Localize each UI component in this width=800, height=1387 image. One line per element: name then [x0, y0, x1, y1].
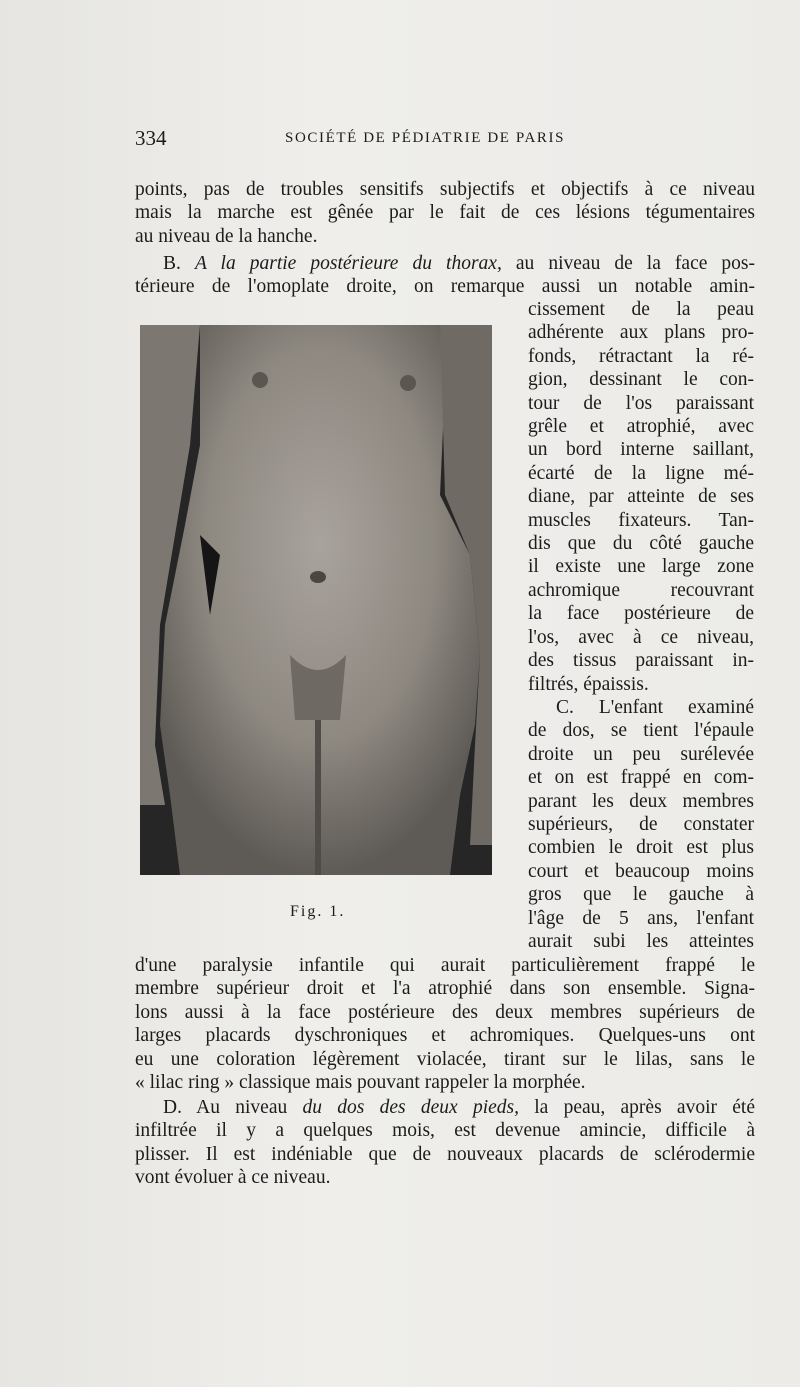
text-line: térieure de l'omoplate droite, on remarque aussi un notable amin-: [135, 276, 755, 298]
text-line: mais la marche est gênée par le fait de ces lésions tégumentaires: [135, 202, 755, 224]
text-line: adhérente aux plans pro-: [528, 322, 754, 344]
photo-illustration: [140, 325, 492, 875]
text-line: combien le droit est plus: [528, 837, 754, 859]
text-line: aurait subi les atteintes: [528, 930, 754, 952]
text-line: gion, dessinant le con-: [528, 369, 754, 391]
page-header: [135, 126, 755, 156]
italic-phrase: du dos des deux pieds,: [302, 1097, 519, 1118]
text-line: C. L'enfant examiné: [556, 696, 754, 718]
text-line: vont évoluer à ce niveau.: [135, 1167, 331, 1189]
text-fragment: au niveau de la face pos-: [515, 253, 756, 274]
text-line: droite un peu surélevée: [528, 743, 754, 765]
wrapped-text-column: [528, 298, 754, 953]
paragraph-label: D.: [163, 1097, 182, 1118]
text-line: et on est frappé en com-: [528, 767, 754, 789]
text-line: de dos, se tient l'épaule: [528, 720, 754, 742]
figure-caption: Fig. 1.: [290, 903, 346, 920]
text-line: grêle et atrophié, avec: [528, 416, 754, 438]
page-number: 334: [135, 126, 167, 150]
text-fragment: Au niveau: [196, 1097, 288, 1118]
text-line: tour de l'os paraissant: [528, 392, 754, 414]
text-fragment: la peau, après avoir été: [534, 1097, 755, 1118]
paragraph-label: B.: [163, 253, 181, 274]
text-line: « lilac ring » classique mais pouvant rappeler la morphée.: [135, 1072, 586, 1094]
text-line: lons aussi à la face postérieure des deux membres supérieurs de: [135, 1001, 755, 1023]
text-line: cissement de la peau: [528, 299, 754, 320]
text-line: infiltrée il y a quelques mois, est devenue amincie, difficile à: [135, 1120, 755, 1142]
text-line: [135, 1096, 755, 1119]
text-line: eu une coloration légèrement violacée, tirant sur le lilas, sans le: [135, 1048, 755, 1070]
text-line: plisser. Il est indéniable que de nouveaux placards de sclérodermie: [135, 1143, 755, 1165]
text-line: un bord interne saillant,: [528, 439, 754, 461]
continuation-paragraph: [135, 954, 755, 1094]
running-title: SOCIÉTÉ DE PÉDIATRIE DE PARIS: [285, 130, 566, 146]
paragraph-b: [135, 252, 755, 299]
text-line: écarté de la ligne mé-: [528, 462, 754, 484]
text-line: points, pas de troubles sensitifs subjectifs et objectifs à ce niveau: [135, 179, 755, 200]
text-line: dis que du côté gauche: [528, 533, 754, 555]
text-line: au niveau de la hanche.: [135, 225, 318, 247]
figure-photograph: [140, 325, 492, 875]
text-line: gros que le gauche à: [528, 884, 754, 906]
text-line: il existe une large zone: [528, 556, 754, 578]
text-line: filtrés, épaissis.: [528, 673, 649, 695]
text-line: parant les deux membres: [528, 790, 754, 812]
text-line: [135, 252, 755, 275]
text-line: court et beaucoup moins: [528, 860, 754, 882]
text-line: des tissus paraissant in-: [528, 650, 754, 672]
italic-phrase: A la partie postérieure du thorax,: [194, 253, 502, 274]
text-line: l'âge de 5 ans, l'enfant: [528, 907, 754, 929]
text-line: diane, par atteinte de ses: [528, 486, 754, 508]
text-line: achromique recouvrant: [528, 579, 754, 601]
text-line: d'une paralysie infantile qui aurait particulièrement frappé le: [135, 955, 755, 976]
paragraph-d: [135, 1096, 755, 1190]
text-line: la face postérieure de: [528, 603, 754, 625]
text-line: fonds, rétractant la ré-: [528, 345, 754, 367]
text-line: membre supérieur droit et l'a atrophié dans son ensemble. Signa-: [135, 978, 755, 1000]
text-line: l'os, avec à ce niveau,: [528, 626, 754, 648]
text-line: larges placards dyschroniques et achromiques. Quelques-uns ont: [135, 1025, 755, 1047]
text-line: supérieurs, de constater: [528, 813, 754, 835]
opening-paragraph: [135, 178, 755, 248]
text-line: muscles fixateurs. Tan-: [528, 509, 754, 531]
